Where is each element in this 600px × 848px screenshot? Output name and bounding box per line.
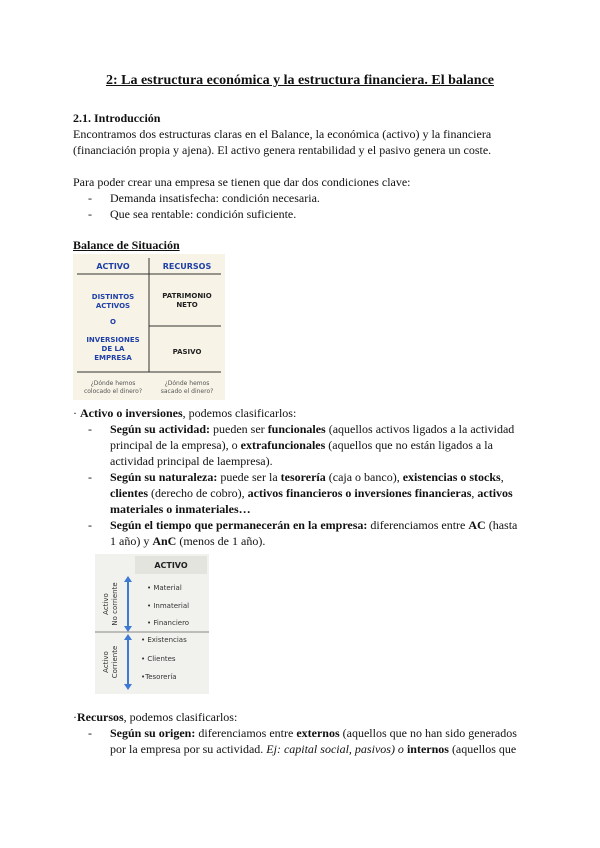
- side-label-c-1: Activo: [102, 651, 110, 673]
- activo-lead: · Activo o inversiones, podemos clasificarlos:: [73, 406, 297, 420]
- inversiones-label: INVERSIONES: [86, 336, 140, 344]
- balance-figure: [73, 254, 225, 400]
- de-la-label: DE LA: [101, 345, 125, 353]
- list-item: - Según su naturaleza: puede ser la tesorería (caja o banco), existencias o stocks, clientes (derecho de cobro), activos financieros o inversiones financieras, activos materiales o inmateriales…: [88, 470, 513, 516]
- recursos-lead: ·Recursos, podemos clasificarlos:: [73, 710, 238, 724]
- right-question-line-2: sacado el dinero?: [160, 388, 214, 395]
- balance-heading: Balance de Situación: [73, 238, 180, 252]
- intro-line-2: (financiación propia y ajena). El activo genera rentabilidad y el pasivo genera un coste.: [73, 143, 492, 157]
- left-question-line-1: ¿Dónde hemos: [90, 380, 136, 387]
- c-item-tesoreria: •Tesorería: [141, 673, 177, 681]
- side-label-c-2: Corriente: [111, 645, 119, 679]
- distintos-label: DISTINTOS: [91, 293, 135, 301]
- o-label: O: [110, 318, 116, 326]
- list-item: - Según el tiempo que permanecerán en la empresa: diferenciamos entre AC (hasta 1 año) y AnC (menos de 1 año).: [88, 518, 518, 548]
- balance-diagram: [73, 254, 225, 400]
- recursos-list: [88, 725, 528, 757]
- right-question-line-1: ¿Dónde hemos: [164, 380, 210, 387]
- nc-item-financiero: • Financiero: [147, 619, 190, 627]
- activo-list: [88, 421, 528, 549]
- activo-diagram: [95, 554, 209, 694]
- page-title: 2: La estructura económica y la estructura financiera. El balance: [105, 73, 495, 88]
- intro-line-1: Encontramos dos estructuras claras en el Balance, la económica (activo) y la financiera: [73, 127, 492, 141]
- nc-item-material: • Material: [147, 584, 182, 592]
- c-item-clientes: • Clientes: [141, 655, 176, 663]
- conditions-intro: Para poder crear una empresa se tienen que dar dos condiciones clave:: [73, 175, 411, 189]
- recursos-header: RECURSOS: [162, 262, 212, 271]
- patrimonio-label: PATRIMONIO: [162, 292, 212, 300]
- pasivo-label: PASIVO: [172, 348, 202, 356]
- activos-label: ACTIVOS: [95, 302, 131, 310]
- list-item: - Según su origen: diferenciamos entre externos (aquellos que no han sido generados por la empresa por su actividad. Ej: capital social, pasivos) o internos (aquellos que: [88, 726, 517, 756]
- side-label-nc-1: Activo: [102, 593, 110, 615]
- conditions-list: [88, 190, 528, 222]
- nc-item-inmaterial: • Inmaterial: [147, 602, 190, 610]
- activo-header: ACTIVO: [96, 262, 130, 271]
- section-heading: 2.1. Introducción: [73, 111, 161, 125]
- activo-figure: [95, 554, 209, 694]
- list-item: - Según su actividad: pueden ser funcionales (aquellos activos ligados a la actividad principal de la empresa), o extrafuncionales (aquellos que no están ligados a la actividad principal de laempresa).: [88, 422, 515, 468]
- empresa-label: EMPRESA: [94, 354, 132, 362]
- list-item: - Demanda insatisfecha: condición necesaria.: [88, 191, 320, 205]
- side-label-nc-2: No corriente: [111, 582, 119, 626]
- list-item: - Que sea rentable: condición suficiente.: [88, 207, 297, 221]
- neto-label: NETO: [176, 301, 198, 309]
- left-question-line-2: colocado el dinero?: [83, 388, 143, 395]
- activo-figure-header: ACTIVO: [154, 561, 188, 570]
- c-item-existencias: • Existencias: [141, 636, 187, 644]
